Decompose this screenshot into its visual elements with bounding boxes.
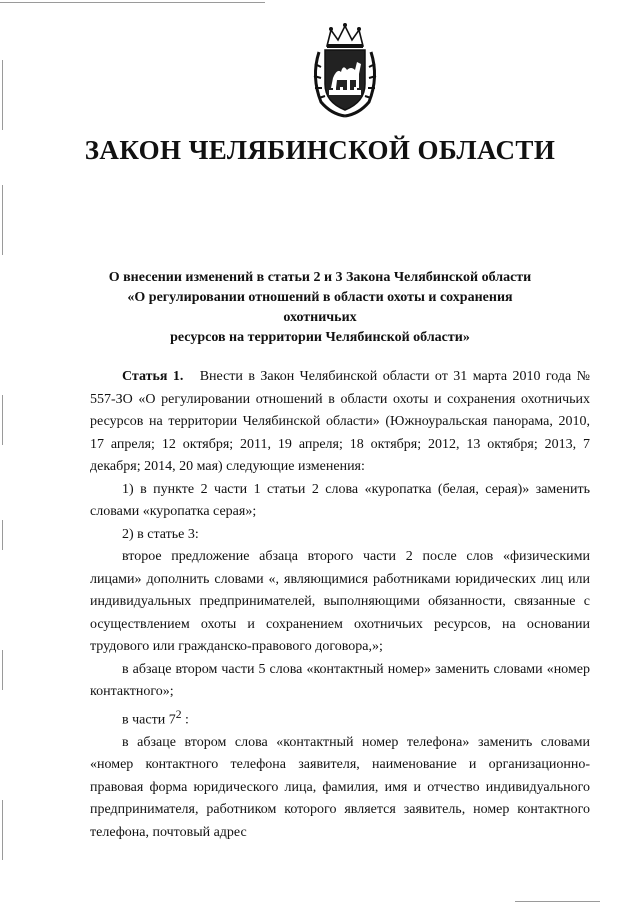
chelyabinsk-coat-of-arms-icon	[309, 22, 381, 118]
subject-line: О внесении изменений в статьи 2 и 3 Закона Челябинской области	[108, 270, 532, 285]
amendment-item: 2) в статье 3:	[122, 526, 199, 542]
amendment-paragraph	[90, 704, 590, 732]
scan-edge-left-mark	[2, 60, 3, 130]
part-colon: :	[185, 712, 189, 728]
article-label: Статья 1.	[122, 369, 184, 384]
amendment-paragraph: второе предложение абзаца второго части 2 после слов «физическими лицами» дополнить словами «, являющимися работниками юридических лиц или индивидуальных предпринимателей, выполняющими обязанности, связанные с осуществлением охоты и сохранением охотничьих ресурсов, на основании трудового или гражданско-правового договора,»;	[90, 549, 590, 654]
subject-line: «О регулировании отношений в области охоты и сохранения охотничьих	[127, 290, 513, 325]
amendment-paragraph: в абзаце втором слова «контактный номер телефона» заменить словами «номер контактного телефона заявителя, наименование и организационно-правовая форма юридического лица, фамилия, имя и отчество индивидуального предпринимателя, работником которого является заявитель, номер контактного телефона, почтовый адрес	[90, 734, 590, 840]
law-subject	[90, 268, 550, 348]
subject-line: ресурсов на территории Челябинской области»	[170, 330, 470, 345]
article-1-paragraph	[90, 366, 590, 479]
part-reference: в части 7	[122, 712, 176, 728]
law-title: ЗАКОН ЧЕЛЯБИНСКОЙ ОБЛАСТИ	[84, 135, 556, 165]
document-body	[90, 366, 590, 844]
scan-edge-left-mark	[2, 800, 3, 860]
amendment-item: 1) в пункте 2 части 1 статьи 2 слова «куропатка (белая, серая)» заменить словами «куропатка серая»;	[90, 481, 590, 519]
scan-edge-bottom-line	[515, 901, 600, 902]
scan-edge-left-mark	[2, 520, 3, 550]
amendment-paragraph: в абзаце втором части 5 слова «контактный номер» заменить словами «номер контактного»;	[90, 661, 590, 699]
scan-edge-top-line	[0, 2, 265, 3]
scan-edge-left-mark	[2, 185, 3, 255]
scan-edge-left-mark	[2, 395, 3, 445]
part-superscript: 2	[175, 707, 182, 721]
scan-edge-left-mark	[2, 650, 3, 690]
article-text: Внести в Закон Челябинской области от 31 марта 2010 года № 557-ЗО «О регулировании отношений в области охоты и сохранения охотничьих ресурсов на территории Челябинской области» (Южноуральская панорама, 2010, 17 апреля; 12 октября; 2011, 19 апреля; 18 октября; 2012, 13 октября; 2013, 7 декабря; 2014, 20 мая) следующие изменения:	[90, 369, 591, 474]
